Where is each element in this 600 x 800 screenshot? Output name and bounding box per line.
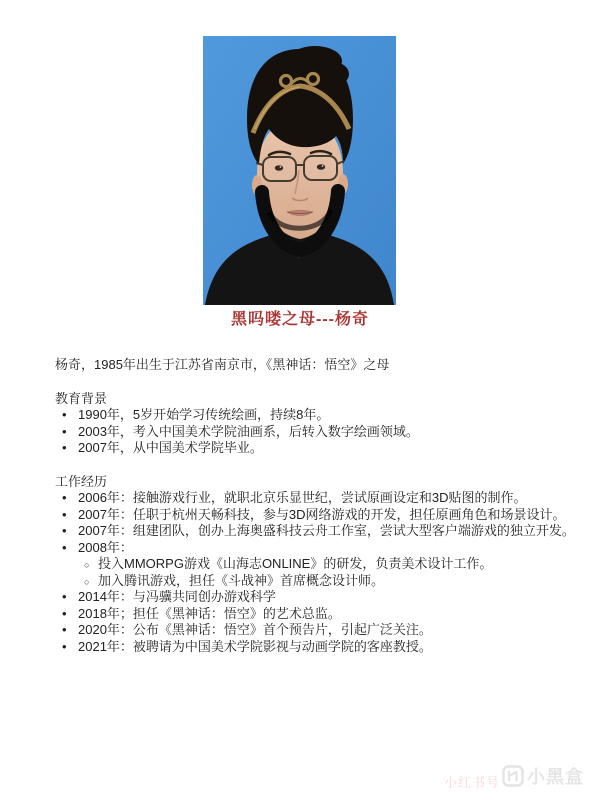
list-item: • 2014年：与冯骥共同创办游戏科学 — [55, 589, 595, 606]
sub-list-item: ○ 投入MMORPG游戏《山海志ONLINE》的研发，负责美术设计工作。 — [55, 556, 595, 573]
list-item: • 2021年：被聘请为中国美术学院影视与动画学院的客座教授。 — [55, 639, 595, 656]
list-item: • 2003年，考入中国美术学院油画系，后转入数字绘画领域。 — [55, 424, 595, 441]
sub-list-item: ○ 加入腾讯游戏，担任《斗战神》首席概念设计师。 — [55, 573, 595, 590]
list-item: • 2008年： — [55, 540, 595, 557]
intro-line: 杨奇，1985年出生于江苏省南京市，《黑神话：悟空》之母 — [55, 357, 390, 372]
portrait-illustration — [203, 36, 396, 305]
career-sublist-2008 — [55, 556, 595, 589]
heybox-logo-icon — [502, 765, 524, 787]
section-gap — [55, 457, 595, 474]
heybox-watermark-label: 小黑盒 — [527, 767, 584, 787]
list-item: • 2006年：接触游戏行业，就职北京乐显世纪，尝试原画设定和3D贴图的制作。 — [55, 490, 595, 507]
list-item: • 1990年，5岁开始学习传统绘画，持续8年。 — [55, 407, 595, 424]
list-item: • 2007年：组建团队，创办上海奥盛科技云舟工作室，尝试大型客户端游戏的独立开发。 — [55, 523, 595, 540]
list-item: • 2007年，从中国美术学院毕业。 — [55, 440, 595, 457]
xiaohongshu-watermark: 小红书号 — [444, 775, 501, 790]
list-item: • 2018年；担任《黑神话：悟空》的艺术总监。 — [55, 606, 595, 623]
career-list — [55, 490, 595, 556]
list-item: • 2007年：任职于杭州天畅科技，参与3D网络游戏的开发，担任原画角色和场景设计。 — [55, 507, 595, 524]
portrait-photo — [203, 36, 396, 305]
education-heading: 教育背景 — [55, 390, 108, 406]
career-heading: 工作经历 — [55, 473, 108, 489]
career-list-late — [55, 589, 595, 655]
list-item: • 2020年：公布《黑神话：悟空》首个预告片，引起广泛关注。 — [55, 622, 595, 639]
biography-content — [55, 357, 595, 655]
education-list — [55, 407, 595, 457]
page-title: 黑吗喽之母---杨奇 — [231, 311, 369, 328]
heybox-watermark — [502, 763, 584, 789]
